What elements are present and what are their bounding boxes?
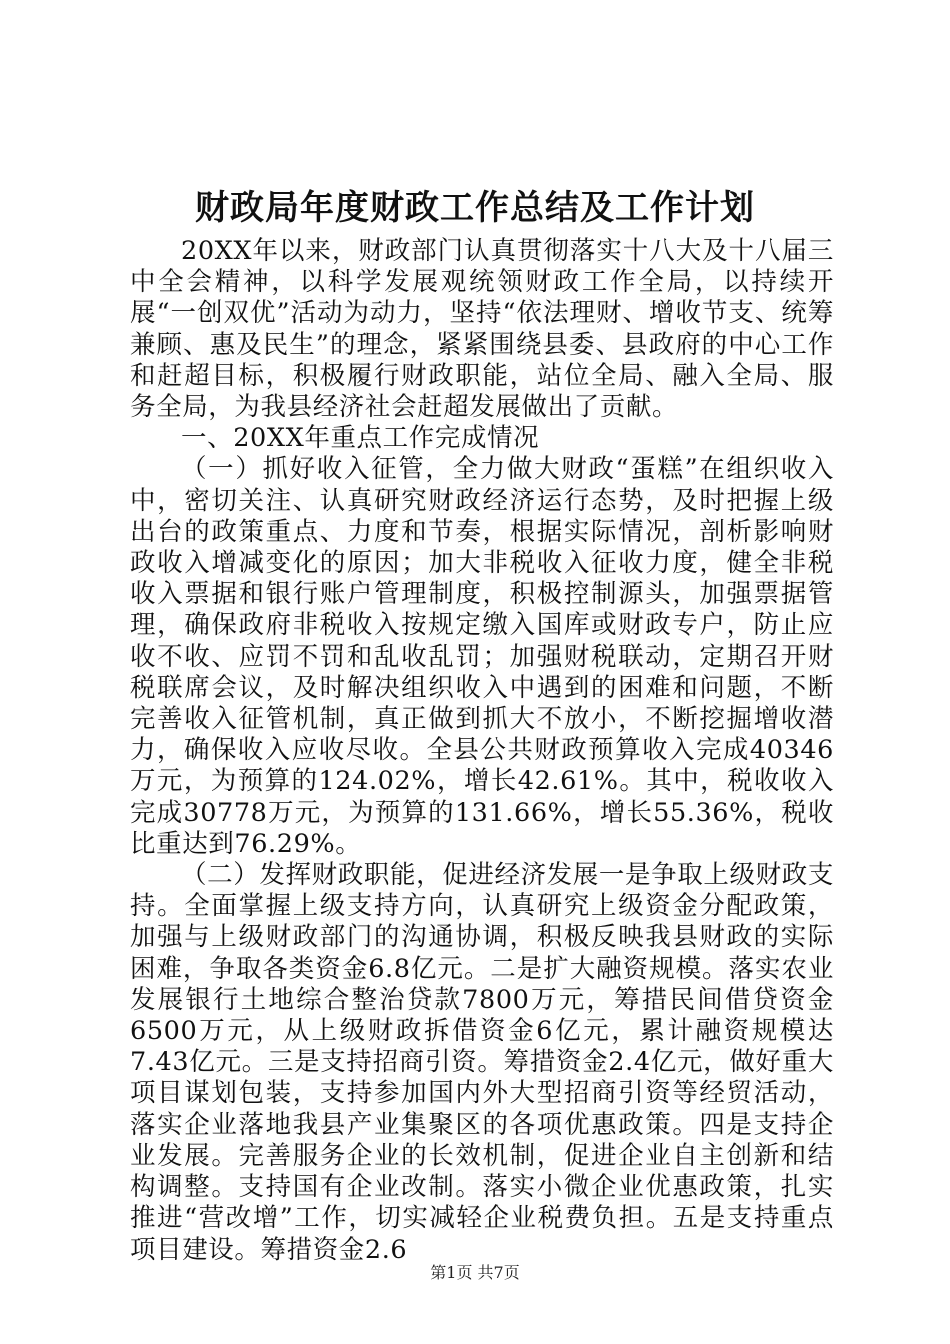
economy-paragraph: （二）发挥财政职能，促进经济发展一是争取上级财政支持。全面掌握上级支持方向，认真研究上级资金分配政策，加强与上级财政部门的沟通协调，积极反映我县财政的实际困难，争取各类资金6.8亿元。二是扩大融资规模。落实农业发展银行土地综合整治贷款7800万元，筹措民间借贷资金6500万元，从上级财政拆借资金6亿元，累计融资规模达7.43亿元。三是支持招商引资。筹措资金2.4亿元，做好重大项目谋划包装，支持参加国内外大型招商引资等经贸活动，落实企业落地我县产业集聚区的各项优惠政策。四是支持企业发展。完善服务企业的长效机制，促进企业自主创新和结构调整。支持国有企业改制。落实小微企业优惠政策，扎实推进“营改增”工作，切实减轻企业税费负担。五是支持重点项目建设。筹措资金2.6 bbox=[130, 860, 834, 1265]
revenue-paragraph: （一）抓好收入征管，全力做大财政“蛋糕”在组织收入中，密切关注、认真研究财政经济运行态势，及时把握上级出台的政策重点、力度和节奏，根据实际情况，剖析影响财政收入增减变化的原因；加大非税收入征收力度，健全非税收入票据和银行账户管理制度，积极控制源头，加强票据管理，确保政府非税收入按规定缴入国库或财政专户，防止应收不收、应罚不罚和乱收乱罚；加强财税联动，定期召开财税联席会议，及时解决组织收入中遇到的困难和问题，不断完善收入征管机制，真正做到抓大不放小，不断挖掘增收潜力，确保收入应收尽收。全县公共财政预算收入完成40346万元，为预算的124.02%，增长42.61%。其中，税收收入完成30778万元，为预算的131.66%，增长55.36%，税收比重达到76.29%。 bbox=[130, 454, 834, 859]
document-body bbox=[130, 236, 834, 1266]
intro-paragraph: 20XX年以来，财政部门认真贯彻落实十八大及十八届三中全会精神，以科学发展观统领财政工作全局，以持续开展“一创双优”活动为动力，坚持“依法理财、增收节支、统筹兼顾、惠及民生”的理念，紧紧围绕县委、县政府的中心工作和赶超目标，积极履行财政职能，站位全局、融入全局、服务全局，为我县经济社会赶超发展做出了贡献。 bbox=[130, 236, 834, 423]
section-heading: 一、20XX年重点工作完成情况 bbox=[181, 423, 540, 454]
document-title: 财政局年度财政工作总结及工作计划 bbox=[195, 188, 755, 228]
page-number: 第1页 共7页 bbox=[430, 1263, 520, 1282]
